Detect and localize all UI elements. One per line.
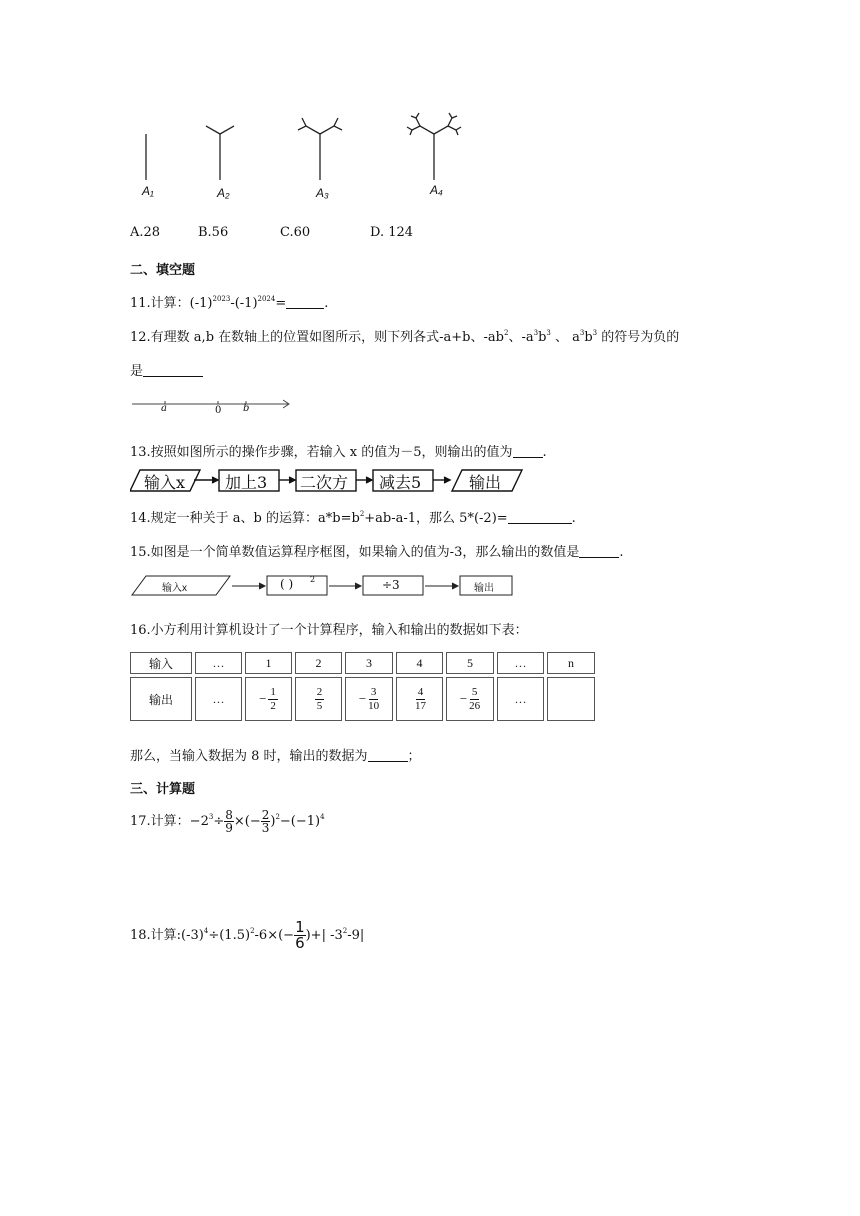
answer-blank-16[interactable]: [368, 749, 408, 762]
option-b: B.56: [198, 225, 229, 240]
question-16: 16.小方利用计算机设计了一个计算程序，输入和输出的数据如下表：: [130, 623, 528, 638]
table-cell: 输出: [130, 677, 192, 721]
table-cell: 输入: [130, 652, 192, 674]
table-cell: $\frac{2}{5}$: [295, 677, 342, 721]
question-11: 11.计算：$(-1)^{2023}-(-1)^{2024}=$ .: [130, 295, 329, 311]
flow13-step-square: 二次方: [300, 473, 349, 492]
answer-blank-14[interactable]: [508, 511, 572, 524]
table-cell: [547, 677, 595, 721]
tree-diagram-svg: [120, 110, 480, 205]
table-cell: − $\frac{5}{26}$: [446, 677, 494, 721]
question-12-line1: 12.有理数 a,b 在数轴上的位置如图所示，则下列各式-a+b、$-ab^2$、$-a^3b^3$ 、 $a^3b^3$ 的符号为负的: [130, 329, 680, 345]
answer-blank-13[interactable]: [513, 445, 543, 458]
table-cell: − $\frac{3}{10}$: [345, 677, 393, 721]
number-line: [132, 393, 297, 418]
q10-options: [130, 225, 414, 240]
numberline-label-a: a: [161, 403, 167, 414]
section-2-title: 二、填空题: [130, 263, 196, 278]
question-15: 15.如图是一个简单数值运算程序框图，如果输入的值为-3，那么输出的数值是 .: [130, 545, 624, 560]
tree-label-a3: A₃: [316, 186, 329, 200]
answer-blank-11[interactable]: [286, 296, 324, 309]
table-cell: 5: [446, 652, 494, 674]
tree-label-a4: A₄: [430, 183, 443, 197]
flow15-step-parens: ( ): [280, 577, 294, 591]
answer-blank-15[interactable]: [579, 545, 619, 558]
io-table: [127, 649, 598, 724]
question-17: 17.计算：$-2^3\div$ $\frac{8}{9}$ ×(− $\frac{2}{3}$ )$^2-(-1)^4$: [130, 808, 325, 835]
flow15-step-div3: ÷3: [382, 578, 400, 592]
table-row: [130, 652, 595, 674]
table-cell: …: [497, 652, 544, 674]
flow13-step-input: 输入x: [144, 473, 186, 492]
flow15-step-exp: 2: [310, 575, 316, 584]
table-cell: − $\frac{1}{2}$: [245, 677, 292, 721]
flow15-step-output: 输出: [474, 583, 494, 594]
question-12-line2: 是: [130, 360, 203, 379]
answer-blank-12[interactable]: [143, 364, 203, 377]
table-cell: …: [497, 677, 544, 721]
flowchart-13: [130, 468, 540, 494]
tree-figures: [120, 110, 480, 205]
numberline-label-0: 0: [215, 405, 222, 416]
option-a: A.28: [130, 225, 161, 240]
option-d: D. 124: [370, 225, 414, 240]
flow13-step-output: 输出: [469, 473, 502, 492]
section-3-title: 三、计算题: [130, 782, 196, 797]
flowchart-15: [130, 574, 520, 598]
tree-label-a2: A₂: [217, 186, 230, 200]
table-cell: n: [547, 652, 595, 674]
flow13-step-minus5: 减去5: [379, 473, 422, 492]
flow13-step-add3: 加上3: [225, 473, 268, 492]
table-row: [130, 677, 595, 721]
table-cell: 4: [396, 652, 443, 674]
question-13: 13.按照如图所示的操作步骤，若输入 x 的值为－5，则输出的值为 .: [130, 445, 547, 460]
question-18: 18.计算$:(-3)^4\div(1.5)^2-6\times(-$ $\frac{1}{6}$ )+| $-3^2-9|$: [130, 918, 365, 952]
option-c: C.60: [280, 225, 311, 240]
question-14: 14.规定一种关于 a、b 的运算：$a*b=b^2+ab-a-1$，那么 5*(-2)= .: [130, 510, 576, 526]
table-cell: 2: [295, 652, 342, 674]
flow15-step-input: 输入x: [162, 583, 187, 594]
table-cell: 1: [245, 652, 292, 674]
table-cell: …: [195, 677, 242, 721]
numberline-label-b: b: [243, 403, 250, 414]
tree-label-a1: A₁: [142, 184, 154, 198]
question-16-followup: 那么，当输入数据为 8 时，输出的数据为 ；: [130, 749, 421, 764]
table-cell: …: [195, 652, 242, 674]
table-cell: 3: [345, 652, 393, 674]
table-cell: $\frac{4}{17}$: [396, 677, 443, 721]
